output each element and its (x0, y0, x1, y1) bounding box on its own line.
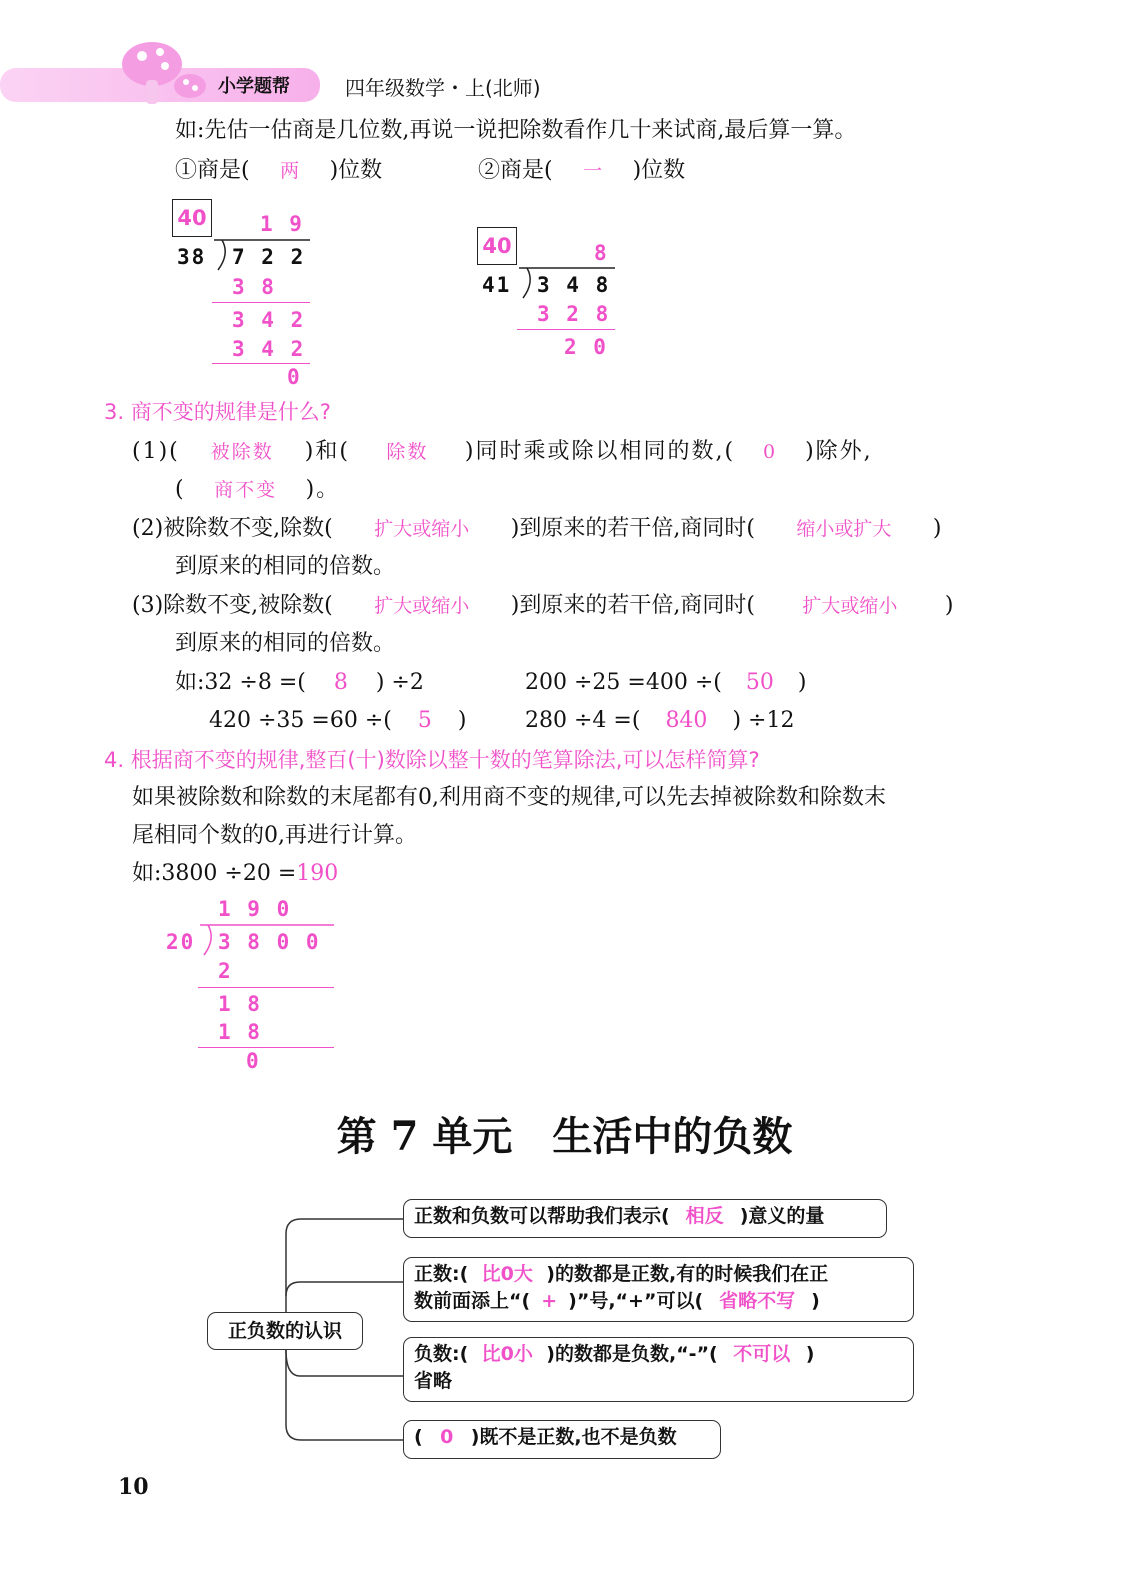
unit-title: 第 7 单元 生活中的负数 (336, 1113, 793, 1160)
answer: 50 (745, 670, 774, 695)
example-eq-1: 如:32 ÷8 =( 8 ) ÷2 (175, 670, 424, 695)
section-3-p3: (3)除数不变,被除数( 扩大或缩小 )到原来的若干倍,商同时( 扩大或缩小 ) (132, 593, 954, 618)
section-3-p1-cont: ( 商不变 )。 (175, 477, 341, 502)
quotient-1: 1 9 (260, 212, 304, 236)
answer: 除数 (386, 441, 429, 463)
step: 2 0 (564, 335, 608, 359)
answer: 扩大或缩小 (374, 595, 470, 617)
answer: 8 (333, 670, 348, 695)
step: 3 2 8 (537, 302, 611, 326)
estimate-box-2: 40 (477, 227, 517, 265)
step: 0 (246, 1049, 261, 1073)
mindmap-branch-4: ( 0 )既不是正数,也不是负数 (403, 1420, 721, 1459)
estimate-box-1: 40 (172, 199, 212, 237)
answer: 扩大或缩小 (802, 595, 898, 617)
answer: 0 (440, 1426, 454, 1448)
section-4-example: 如:3800 ÷20 =190 (132, 861, 339, 886)
step: 1 8 (218, 992, 262, 1016)
answer: 缩小或扩大 (796, 518, 892, 540)
example-eq-3: 420 ÷35 =60 ÷( 5 ) (209, 708, 467, 733)
answer: 被除数 (210, 441, 274, 463)
example-instruction: 如:先估一估商是几位数,再说一说把除数看作几十来试商,最后算一算。 (175, 118, 857, 143)
divisor-2: 41 (482, 273, 512, 297)
answer: 不可以 (733, 1343, 791, 1365)
answer: 扩大或缩小 (374, 518, 470, 540)
step: 2 (218, 959, 233, 983)
page-number: 10 (118, 1474, 149, 1500)
dividend-2: 3 4 8 (537, 273, 611, 297)
divisor-3: 20 (166, 930, 196, 954)
answer: 相反 (685, 1205, 724, 1227)
answer: + (541, 1290, 558, 1312)
divisor-1: 38 (177, 245, 207, 269)
answer: 一 (583, 160, 603, 182)
step: 0 (287, 365, 302, 389)
answer: 5 (417, 708, 432, 733)
quotient-2: 8 (594, 241, 609, 265)
dividend-1: 7 2 2 (232, 245, 306, 269)
answer: 商不变 (214, 479, 278, 501)
section-4-line-1: 如果被除数和除数的末尾都有0,利用商不变的规律,可以先去掉被除数和除数末 (132, 785, 886, 810)
answer: 比0大 (481, 1263, 533, 1285)
section-3-p1: (1)( 被除数 )和( 除数 )同时乘或除以相同的数,( 0 )除外, (132, 439, 873, 464)
mindmap-branch-3: 负数:( 比0小 )的数都是负数,“-”( 不可以 ) 省略 (403, 1337, 914, 1402)
example-eq-4: 280 ÷4 =( 840 ) ÷12 (525, 708, 795, 733)
section-4-title: 4. 根据商不变的规律,整百(十)数除以整十数的笔算除法,可以怎样简算? (104, 748, 760, 772)
quotient-3: 1 9 0 (218, 897, 292, 921)
section-4-line-2: 尾相同个数的0,再进行计算。 (132, 823, 417, 848)
answer: 190 (296, 861, 339, 886)
question-2: ②商是( 一 )位数 (478, 158, 686, 183)
example-eq-2: 200 ÷25 =400 ÷( 50 ) (525, 670, 807, 695)
answer: 比0小 (481, 1343, 533, 1365)
section-3-p2: (2)被除数不变,除数( 扩大或缩小 )到原来的若干倍,商同时( 缩小或扩大 ) (132, 516, 942, 541)
answer: 省略不写 (719, 1290, 796, 1312)
step: 3 4 2 (232, 337, 306, 361)
section-3-title: 3. 商不变的规律是什么? (104, 400, 331, 424)
mindmap-branch-1: 正数和负数可以帮助我们表示( 相反 )意义的量 (403, 1199, 887, 1238)
step: 3 4 2 (232, 308, 306, 332)
step: 3 8 (232, 275, 276, 299)
answer: 两 (280, 160, 300, 182)
section-3-p2-cont: 到原来的相同的倍数。 (175, 554, 396, 579)
answer: 0 (763, 441, 778, 463)
step: 1 8 (218, 1020, 262, 1044)
mindmap-root: 正负数的认识 (207, 1312, 363, 1350)
dividend-3: 3 8 0 0 (218, 930, 321, 954)
header-book-title: 四年级数学・上(北师) (345, 76, 541, 100)
header-series: 小学题帮 (218, 76, 290, 97)
answer: 840 (665, 708, 708, 733)
question-1: ①商是( 两 )位数 (175, 158, 383, 183)
section-3-p3-cont: 到原来的相同的倍数。 (175, 631, 396, 656)
mindmap-branch-2: 正数:( 比0大 )的数都是正数,有的时候我们在正 数前面添上“( + )”号,“+”可以( 省略不写 ) (403, 1257, 914, 1322)
